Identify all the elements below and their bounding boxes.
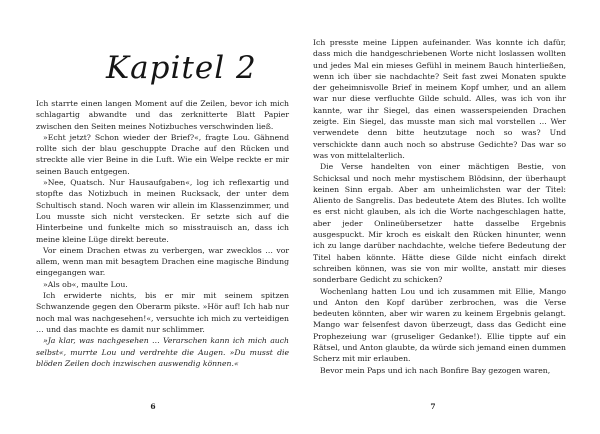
left-page-text [36,98,289,369]
paragraph: Wochenlang hatten Lou und ich zusammen mit Ellie, Mango und Anton den Kopf darüber zerbrochen, was die Verse bedeuten könnten, aber wir waren zu keinem Ergebnis gelangt. Mango war felsenfest davon überzeugt, dass das Gedicht eine Prophezeiung war (gruseliger Gedanke!). Ellie tippte auf ein Rätsel, und Anton glaubte, da würde sich jemand einen dummen Scherz mit mir erlauben. [313,286,566,364]
paragraph: Ich erwiderte nichts, bis er mir mit seinem spitzen Schwanzende gegen den Oberarm pikste. »Hör auf! Ich hab nur noch mal was nachgesehen!«, versuchte ich mich zu verteidigen … und das machte es damit nur schlimmer. [36,291,289,334]
left-page [36,0,291,434]
paragraph: Vor einem Drachen etwas zu verbergen, war zwecklos … vor allem, wenn man mit besagtem Drachen eine magische Bindung eingegangen war. [36,245,289,278]
paragraph: Die Verse handelten von einer mächtigen Bestie, von Schicksal und noch mehr mystischem Blödsinn, der überhaupt keinen Sinn ergab. Aber am unheimlichsten war der Titel: Aliento de Sangrelis. Das bedeutete Atem des Blutes. Ich wollte es erst nicht glauben, als ich die Worte nachgeschlagen hatte, aber jeder Onlineübersetzer hatte dasselbe Ergebnis ausgespuckt. Mir kroch es eiskalt den Rücken hinunter, wenn ich zu lange darüber nachdachte, welche tiefere Bedeutung der Titel haben könnte. Hätte diese Gilde nicht einfach direkt schreiben können, was sie von mir wollte, anstatt mir dieses sonderbare Gedicht zu schicken? [313,162,566,285]
right-page-text [313,37,566,376]
paragraph: Bevor mein Paps und ich nach Bonfire Bay gezogen waren, [320,365,551,375]
paragraph: »Als ob«, maulte Lou. [43,279,128,289]
paragraph: »Ja klar, was nachgesehen … Verarschen kann ich mich auch selbst«, murrte Lou und verdrehte die Augen. »Du musst die blöden Zeilen doch inzwischen auswendig können.« [36,336,289,368]
page-number: 6 [150,402,156,411]
paragraph: Ich starrte einen langen Moment auf die Zeilen, bevor ich mich schlagartig abwandte und das zerknitterte Blatt Papier zwischen den Seiten meines Notizbuches verschwinden ließ. [36,99,289,131]
paragraph: »Nee, Quatsch. Nur Hausaufgaben«, log ich reflexartig und stopfte das Notizbuch in meinen Rucksack, der unter dem Schultisch stand. Noch waren wir allein im Klassenzimmer, und Lou musste sich nicht verstecken. Er setzte sich auf die Hinterbeine und funkelte mich so misstrauisch an, dass ich meine kleine Lüge direkt bereute. [36,178,289,244]
right-page [313,0,568,434]
page-number: 7 [430,402,436,411]
paragraph: »Echt jetzt? Schon wieder der Brief?«, fragte Lou. Gähnend rollte sich der blau geschuppte Drache auf den Rücken und streckte alle vier Beine in die Luft. Wie ein Welpe reckte er mir seinen Bauch entgegen. [36,132,289,176]
chapter-title: Kapitel 2 [106,50,257,86]
paragraph: Ich presste meine Lippen aufeinander. Was konnte ich dafür, dass mich die handgeschriebenen Worte nicht loslassen wollten und jedes Mal ein mieses Gefühl in meinem Bauch hinterließen, wenn ich über sie nachdachte? Seit fast zwei Monaten spukte der geheimnisvolle Brief in meinem Kopf umher, und an allem war nur diese verfluchte Gilde schuld. Alles, was ich von ihr kannte, war ihr Siegel, das einen wasserspeienden Drachen zeigte. Ein Siegel, das musste man sich mal vorstellen … Wer verwendete denn bitte heutzutage noch so was? Und verschickte dann auch noch so abstruse Gedichte? Das war so was von mittelalterlich. [313,38,566,160]
